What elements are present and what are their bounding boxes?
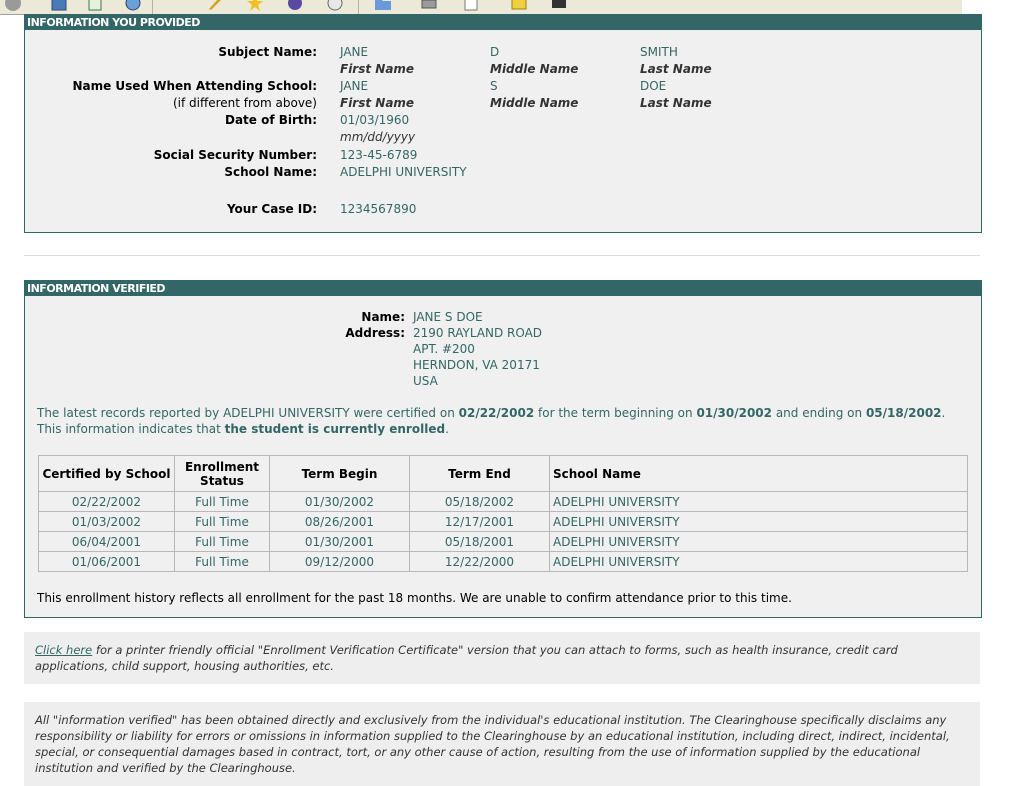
- toolbar-separator: [358, 0, 359, 14]
- school-name-used-subtext: (if different from above): [172, 96, 317, 110]
- table-cell: 01/30/2002: [270, 492, 410, 512]
- summary-certified-date: 02/22/2002: [458, 406, 535, 420]
- address-line-4: USA: [413, 374, 438, 388]
- school-name-value: ADELPHI UNIVERSITY: [340, 165, 467, 179]
- print-icon[interactable]: [420, 0, 438, 12]
- verified-panel: [24, 280, 982, 618]
- document-icon[interactable]: [86, 0, 104, 12]
- case-id-value: 1234567890: [340, 202, 417, 216]
- school-name-label: School Name:: [224, 165, 317, 179]
- history-icon[interactable]: [326, 0, 344, 12]
- table-cell: 09/12/2000: [270, 552, 410, 572]
- case-id-label: Your Case ID:: [226, 202, 317, 216]
- first-name-caption: First Name: [340, 62, 415, 76]
- verified-name-value: JANE S DOE: [413, 310, 483, 324]
- media-icon[interactable]: [286, 0, 304, 12]
- save-icon[interactable]: [50, 0, 68, 12]
- last-name-caption: Last Name: [640, 96, 712, 110]
- table-row: [39, 512, 968, 532]
- table-cell: ADELPHI UNIVERSITY: [550, 492, 968, 512]
- table-cell: 01/06/2001: [39, 552, 175, 572]
- note-icon[interactable]: [510, 0, 528, 12]
- verification-summary: [37, 405, 957, 437]
- table-cell: 06/04/2001: [39, 532, 175, 552]
- table-cell: 02/22/2002: [39, 492, 175, 512]
- table-cell: Full Time: [175, 512, 270, 532]
- column-header-status: Enrollment Status: [175, 456, 270, 492]
- summary-text: . This information indicates that: [37, 406, 946, 436]
- verified-name-label: Name:: [361, 310, 405, 324]
- address-line-3: HERNDON, VA 20171: [413, 358, 540, 372]
- subject-middle-name: D: [490, 45, 500, 59]
- table-header-row: [39, 456, 968, 492]
- column-header-school: School Name: [550, 456, 968, 492]
- ssn-value: 123-45-6789: [340, 148, 418, 162]
- summary-text: for the term beginning on: [534, 406, 697, 420]
- browser-toolbar: [0, 0, 962, 15]
- table-cell: ADELPHI UNIVERSITY: [550, 532, 968, 552]
- section-divider: [24, 255, 980, 256]
- table-cell: Full Time: [175, 492, 270, 512]
- dob-value: 01/03/1960: [340, 113, 410, 127]
- table-cell: 01/03/2002: [39, 512, 175, 532]
- school-name-used-label: Name Used When Attending School:: [72, 79, 317, 93]
- address-line-2: APT. #200: [413, 342, 475, 356]
- column-header-term-end: Term End: [410, 456, 550, 492]
- summary-enrollment-status: the student is currently enrolled: [224, 422, 446, 436]
- dob-format: mm/dd/yyyy: [340, 130, 416, 144]
- toolbar-separator: [152, 0, 153, 14]
- back-icon[interactable]: [4, 0, 22, 12]
- last-name-caption: Last Name: [640, 62, 712, 76]
- table-cell: ADELPHI UNIVERSITY: [550, 552, 968, 572]
- globe-icon[interactable]: [124, 0, 142, 12]
- table-cell: 01/30/2001: [270, 532, 410, 552]
- subject-last-name: SMITH: [640, 45, 678, 59]
- edit-icon[interactable]: [206, 0, 224, 12]
- first-name-caption: First Name: [340, 96, 415, 110]
- printer-note: [24, 632, 980, 684]
- table-cell: Full Time: [175, 532, 270, 552]
- table-cell: 05/18/2001: [410, 532, 550, 552]
- table-cell: 05/18/2002: [410, 492, 550, 512]
- table-cell: Full Time: [175, 552, 270, 572]
- provided-panel: [24, 14, 982, 233]
- school-middle-name: S: [490, 79, 498, 93]
- subject-first-name: JANE: [340, 45, 369, 59]
- column-header-certified: Certified by School: [39, 456, 175, 492]
- favorites-icon[interactable]: [246, 0, 264, 12]
- table-cell: ADELPHI UNIVERSITY: [550, 512, 968, 532]
- printer-note-text: for a printer friendly official "Enrollment Verification Certificate" version that you can attach to forms, such as health insurance, credit card applications, child support, housing authorities, etc.: [35, 643, 898, 673]
- verified-address-label: Address:: [345, 326, 405, 340]
- table-cell: 12/17/2001: [410, 512, 550, 532]
- school-first-name: JANE: [340, 79, 369, 93]
- table-cell: 12/22/2000: [410, 552, 550, 572]
- messenger-icon[interactable]: [550, 0, 568, 12]
- printer-friendly-link[interactable]: Click here: [35, 643, 93, 657]
- middle-name-caption: Middle Name: [490, 62, 579, 76]
- table-row: [39, 552, 968, 572]
- school-last-name: DOE: [640, 79, 667, 93]
- enrollment-table: [38, 455, 968, 572]
- page-icon[interactable]: [462, 0, 480, 12]
- summary-text: The latest records reported by ADELPHI UNIVERSITY were certified on: [37, 406, 459, 420]
- table-row: [39, 532, 968, 552]
- folder-icon[interactable]: [374, 0, 392, 12]
- summary-text: and ending on: [772, 406, 866, 420]
- subject-name-label: Subject Name:: [218, 45, 317, 59]
- provided-header: INFORMATION YOU PROVIDED: [25, 15, 981, 30]
- summary-text: .: [445, 422, 449, 436]
- enrollment-history-note: This enrollment history reflects all enrollment for the past 18 months. We are unable to confirm attendance prior to this time.: [37, 591, 792, 605]
- table-cell: 08/26/2001: [270, 512, 410, 532]
- dob-label: Date of Birth:: [224, 113, 317, 127]
- summary-begin-date: 01/30/2002: [696, 406, 772, 420]
- table-row: [39, 492, 968, 512]
- address-line-1: 2190 RAYLAND ROAD: [413, 326, 543, 340]
- column-header-term-begin: Term Begin: [270, 456, 410, 492]
- verified-header: INFORMATION VERIFIED: [25, 281, 981, 296]
- ssn-label: Social Security Number:: [153, 148, 317, 162]
- middle-name-caption: Middle Name: [490, 96, 579, 110]
- disclaimer: All "information verified" has been obtained directly and exclusively from the individual's educational institution. The Clearinghouse specifically disclaims any responsibility or liability for errors or omissions in information supplied to the Clearinghouse by an educational institution, including direct, indirect, incidental, special, or consequential damages based in contract, tort, or any other cause of action, resulting from the use of information supplied by the educational institution and verified by the Clearinghouse.: [24, 702, 980, 786]
- summary-end-date: 05/18/2002: [865, 406, 942, 420]
